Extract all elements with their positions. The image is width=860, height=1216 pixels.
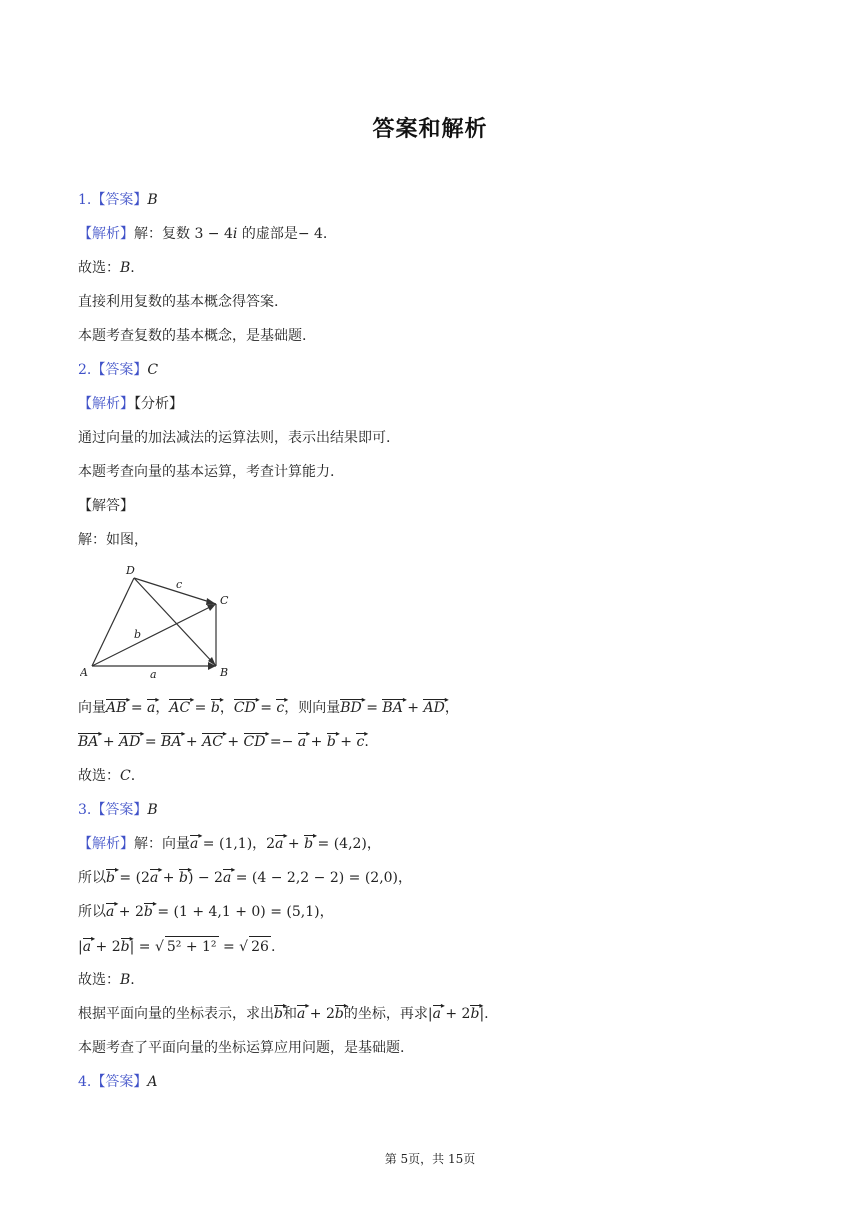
vector-figure <box>80 562 240 682</box>
label-B: B <box>220 666 229 679</box>
page-title: 答案和解析 <box>372 117 488 142</box>
q1-analysis-line <box>78 224 327 244</box>
q2-analysis-line <box>78 394 183 414</box>
q3-analysis-line: 【解析】解：向量▸ a = (1,1)，2▸ a + ▸ b = (4,2)， <box>78 834 381 854</box>
q1-analysis-tag: 【解析】 <box>78 226 134 242</box>
label-vec-b: b <box>134 628 142 641</box>
q2-answer: C <box>147 362 159 378</box>
segment-AD <box>92 578 134 666</box>
q1-method: 直接利用复数的基本概念得答案. <box>78 294 279 310</box>
q4-answer: A <box>147 1074 158 1090</box>
q1-analysis-text: 解：复数 3 − 4𝑖 的虚部是− 4. <box>134 226 328 242</box>
q1-comment: 本题考查复数的基本概念，是基础题. <box>78 328 307 344</box>
q3-line1-prefix: 解：向量 <box>134 836 190 852</box>
q3-line2-prefix: 所以 <box>78 870 106 886</box>
label-vec-a: a <box>150 668 157 681</box>
q3-comment: 本题考查了平面向量的坐标运算应用问题，是基础题. <box>78 1040 405 1056</box>
q3-line6-and: 和 <box>282 1006 297 1022</box>
q3-answer-tag: 3.【答案】 <box>78 802 148 818</box>
q4-answer-tag: 4.【答案】 <box>78 1074 148 1090</box>
q1-answer: B <box>147 192 158 208</box>
q2-answer-line <box>78 360 158 380</box>
q2-analysis-sub: 【分析】 <box>134 396 183 412</box>
q3-analysis-tag: 【解析】 <box>78 836 134 852</box>
label-C: C <box>220 594 229 607</box>
q2-choice: 故选：𝐶. <box>78 768 136 784</box>
q3-step-2: 所以▸ a + 2▸ b = (1 + 4,1 + 0) = (5,1)， <box>78 902 334 922</box>
q3-answer-line <box>78 800 158 820</box>
q2-solution-intro: 解：如图， <box>78 532 148 548</box>
q2-analysis-tag: 【解析】 <box>78 396 134 412</box>
label-D: D <box>126 564 135 577</box>
arrowhead-b <box>207 604 216 611</box>
q2-eq1-mid: ，则向量 <box>284 700 341 716</box>
q2-answer-tag: 2.【答案】 <box>78 362 148 378</box>
q1-choice: 故选：𝐵. <box>78 260 135 276</box>
q2-comment: 本题考查向量的基本运算，考查计算能力. <box>78 464 335 480</box>
q3-method: 根据平面向量的坐标表示，求出▸ b和▸ a + 2▸ b的坐标，再求|▸ a + 2▸ b|. <box>78 1004 489 1024</box>
q1-answer-line <box>78 190 158 210</box>
page-footer: 第 5页，共 15页 <box>384 1152 476 1166</box>
q2-equation-1: 向量▸ AB = ▸ a，▸ AC = ▸ b，▸ CD = ▸ c，则向量▸ BD = ▸ BA + ▸ AD， <box>78 698 459 718</box>
q3-step-3: |▸ a + 2▸ b| = √ 5² + 1² = √ 26 . <box>78 936 275 957</box>
q4-answer-line <box>78 1072 157 1092</box>
q3-step-1: 所以▸ b = (2▸ a + ▸ b) − 2▸ a = (4 − 2,2 − 2) = (2,0)， <box>78 868 412 888</box>
q3-line6-mid: 的坐标，再求 <box>343 1006 428 1022</box>
q2-equation-2: ▸ BA + ▸ AD = ▸ BA + ▸ AC + ▸ CD =− ▸ a + ▸ b + ▸ c. <box>78 732 369 752</box>
q3-line6: 根据平面向量的坐标表示，求出 <box>78 1006 274 1022</box>
label-A: A <box>80 666 88 679</box>
q2-solution-tag: 【解答】 <box>78 498 134 514</box>
arrowhead-c <box>206 598 216 605</box>
q3-choice: 故选：𝐵. <box>78 972 135 988</box>
q2-eq1-prefix: 向量 <box>78 700 106 716</box>
label-vec-c: c <box>176 578 183 591</box>
q2-method: 通过向量的加法减法的运算法则，表示出结果即可. <box>78 430 391 446</box>
q3-line3-prefix: 所以 <box>78 904 106 920</box>
segment-AC <box>92 604 216 666</box>
q3-answer: B <box>147 802 158 818</box>
q1-answer-tag: 1.【答案】 <box>78 192 148 208</box>
